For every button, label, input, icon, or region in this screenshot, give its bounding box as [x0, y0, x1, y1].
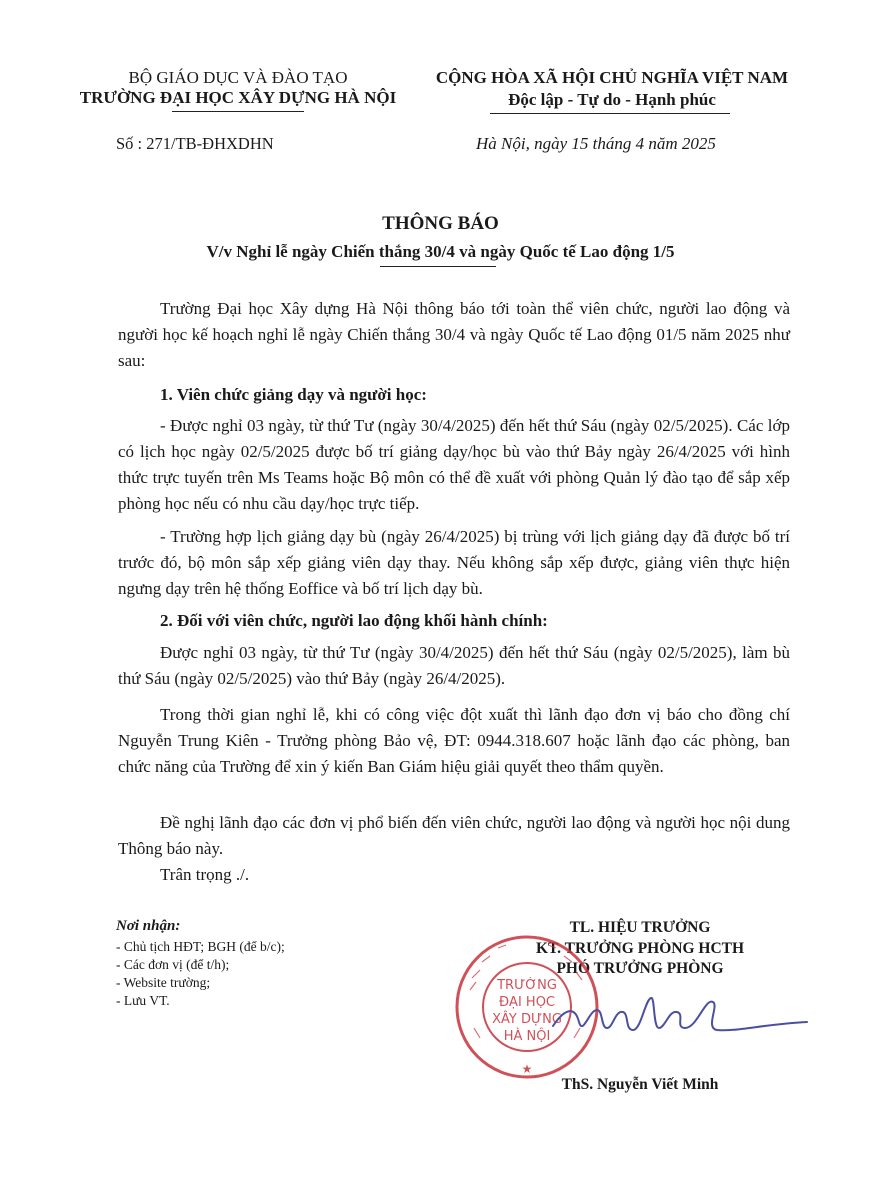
section-2-heading: 2. Đối với viên chức, người lao động khối hành chính: [160, 611, 548, 630]
signer-name: ThS. Nguyễn Viết Minh [561, 1076, 719, 1093]
national-motto: Độc lập - Tự do - Hạnh phúc [508, 90, 716, 109]
duty-paragraph: Trong thời gian nghỉ lễ, khi có công việc đột xuất thì lãnh đạo đơn vị báo cho đồng chí Nguyễn Trung Kiên - Trưởng phòng Bảo vệ, ĐT: 0944.318.607 hoặc lãnh đạo các phòng, ban chức năng của Trường để xin ý kiến Ban Giám hiệu giải quyết theo thẩm quyền. [118, 705, 790, 776]
stamp-line-1: TRƯỜNG [497, 978, 557, 993]
section-1-paragraph-2: - Trường hợp lịch giảng dạy bù (ngày 26/4/2025) bị trùng với lịch giảng dạy đã được bố trí trước đó, bộ môn sắp xếp giảng viên dạy thay. Nếu không sắp xếp được, giảng viên thực hiện ngưng dạy trên hệ thống Eoffice và bố trí lịch dạy bù. [118, 527, 790, 598]
section-2-paragraph: Được nghỉ 03 ngày, từ thứ Tư (ngày 30/4/2025) đến hết thứ Sáu (ngày 02/5/2025), làm bù thứ Sáu (ngày 02/5/2025) vào thứ Bảy (ngày 26/4/2025). [118, 643, 790, 688]
nation-name: CỘNG HÒA XÃ HỘI CHỦ NGHĨA VIỆT NAM [435, 68, 789, 87]
stamp-line-2: ĐẠI HỌC [498, 995, 556, 1010]
organization-name: TRƯỜNG ĐẠI HỌC XÂY DỰNG HÀ NỘI [79, 88, 397, 107]
recipient-item: - Chủ tịch HĐT; BGH (để b/c); [116, 939, 285, 954]
signature-title-3: PHÓ TRƯỞNG PHÒNG [556, 960, 724, 977]
stamp-line-4: HÀ NỘI [503, 1029, 551, 1044]
recipient-item: - Các đơn vị (để t/h); [116, 957, 230, 972]
parent-organization: BỘ GIÁO DỤC VÀ ĐÀO TẠO [128, 68, 348, 87]
place-and-date: Hà Nội, ngày 15 tháng 4 năm 2025 [476, 134, 716, 153]
document-number: Số : 271/TB-ĐHXDHN [116, 134, 274, 153]
org-underline [172, 111, 304, 112]
request-paragraph: Đề nghị lãnh đạo các đơn vị phổ biến đến viên chức, người lao động và người học nội dung Thông báo này. [118, 813, 790, 858]
motto-underline [490, 113, 730, 114]
svg-text:★: ★ [521, 1062, 533, 1076]
section-1-heading: 1. Viên chức giảng dạy và người học: [160, 385, 427, 404]
recipient-item: - Website trường; [116, 975, 211, 990]
section-1-paragraph-1: - Được nghỉ 03 ngày, từ thứ Tư (ngày 30/4/2025) đến hết thứ Sáu (ngày 02/5/2025). Các lớp có lịch học ngày 02/5/2025 được bố trí giảng dạy/học bù vào thứ Bảy ngày 26/4/2025 với hình thức trực tuyến trên Ms Teams hoặc Bộ môn có thể đề xuất với phòng Quản lý đào tạo để sắp xếp phòng học nếu có nhu cầu dạy/học trực tiếp. [118, 416, 790, 513]
closing-text: Trân trọng ./. [160, 865, 250, 884]
signature-title-2: KT. TRƯỞNG PHÒNG HCTH [535, 940, 745, 957]
recipients-label: Nơi nhận: [116, 918, 181, 934]
document-subject: V/v Nghỉ lễ ngày Chiến thắng 30/4 và ngày Quốc tế Lao động 1/5 [206, 242, 675, 261]
signature-title-1: TL. HIỆU TRƯỞNG [569, 919, 711, 936]
recipient-item: - Lưu VT. [116, 993, 170, 1008]
intro-paragraph: Trường Đại học Xây dựng Hà Nội thông báo tới toàn thể viên chức, người lao động và người học kế hoạch nghỉ lễ ngày Chiến thắng 30/4 và ngày Quốc tế Lao động 01/5 năm 2025 như sau: [118, 299, 790, 370]
handwritten-signature [545, 988, 810, 1048]
document-title: THÔNG BÁO [382, 213, 499, 234]
subject-underline [380, 266, 496, 267]
stamp-line-3: XÂY DỰNG [492, 1012, 562, 1027]
